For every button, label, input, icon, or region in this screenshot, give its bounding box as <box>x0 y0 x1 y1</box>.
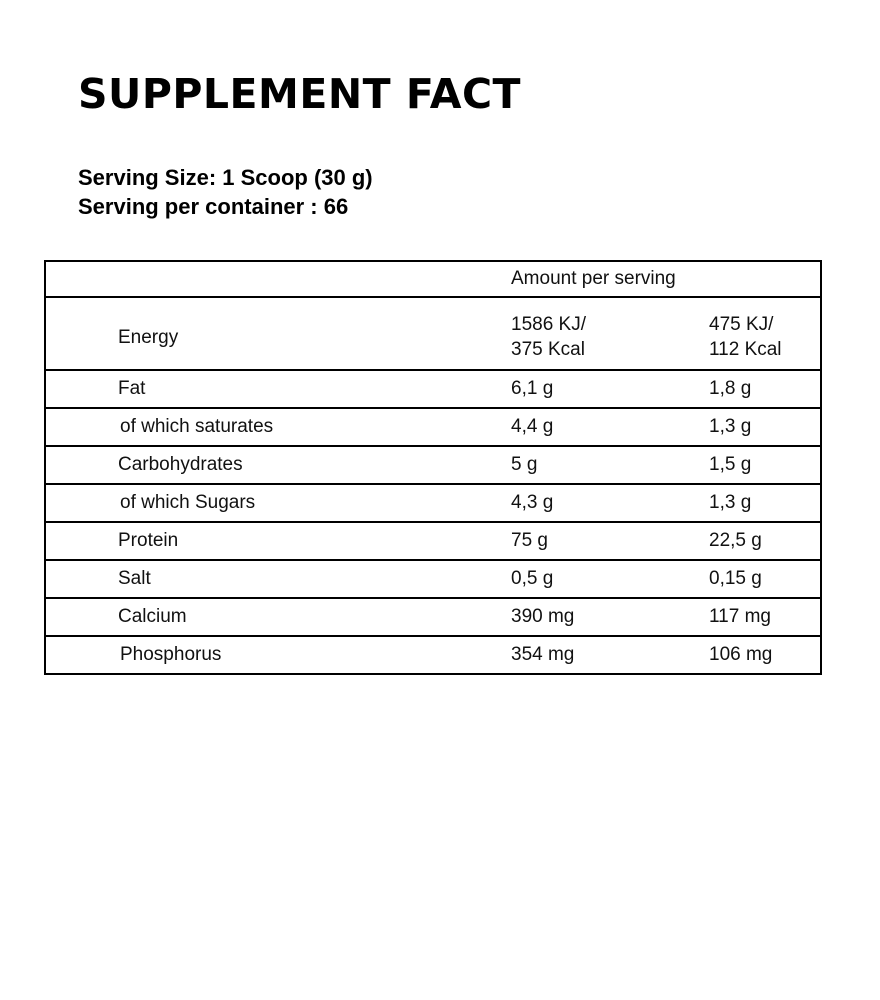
row-value-a-protein: 75 g <box>505 522 705 560</box>
energy-b-line2: 112 Kcal <box>709 339 782 360</box>
serving-per-container-line: Serving per container : 66 <box>78 194 349 220</box>
energy-a-line2: 375 Kcal <box>511 339 585 360</box>
row-value-b-calcium: 117 mg <box>705 598 821 636</box>
table-row <box>45 297 821 370</box>
row-value-b-saturates: 1,3 g <box>705 408 821 446</box>
nutrition-table <box>44 260 822 675</box>
row-value-a-sugars: 4,3 g <box>505 484 705 522</box>
row-value-b-carbohydrates: 1,5 g <box>705 446 821 484</box>
table-row <box>45 560 821 598</box>
page-title: SUPPLEMENT FACT <box>78 70 522 118</box>
table-row <box>45 598 821 636</box>
serving-info <box>78 163 373 221</box>
row-label-calcium: Calcium <box>45 598 505 636</box>
row-value-a-carbohydrates: 5 g <box>505 446 705 484</box>
row-value-b-fat: 1,8 g <box>705 370 821 408</box>
row-label-energy: Energy <box>45 297 505 370</box>
row-value-a-saturates: 4,4 g <box>505 408 705 446</box>
row-value-b-salt: 0,15 g <box>705 560 821 598</box>
row-value-a-salt: 0,5 g <box>505 560 705 598</box>
row-value-b-energy <box>705 297 821 370</box>
nutrition-table-wrapper <box>44 260 820 675</box>
row-value-a-phosphorus: 354 mg <box>505 636 705 674</box>
row-label-protein: Protein <box>45 522 505 560</box>
table-row <box>45 636 821 674</box>
header-amount-per-serving: Amount per serving <box>505 261 821 297</box>
table-row <box>45 446 821 484</box>
row-label-saturates: of which saturates <box>45 408 505 446</box>
row-value-b-protein: 22,5 g <box>705 522 821 560</box>
table-row <box>45 484 821 522</box>
row-label-fat: Fat <box>45 370 505 408</box>
header-name-cell <box>45 261 505 297</box>
serving-size-line: Serving Size: 1 Scoop (30 g) <box>78 165 373 190</box>
table-row <box>45 408 821 446</box>
row-label-carbohydrates: Carbohydrates <box>45 446 505 484</box>
row-value-a-fat: 6,1 g <box>505 370 705 408</box>
row-value-a-calcium: 390 mg <box>505 598 705 636</box>
row-value-b-phosphorus: 106 mg <box>705 636 821 674</box>
table-header-row <box>45 261 821 297</box>
row-label-phosphorus: Phosphorus <box>45 636 505 674</box>
table-row <box>45 370 821 408</box>
energy-a-line1: 1586 KJ/ <box>511 314 586 336</box>
row-label-salt: Salt <box>45 560 505 598</box>
table-row <box>45 522 821 560</box>
row-value-b-sugars: 1,3 g <box>705 484 821 522</box>
energy-b-line1: 475 KJ/ <box>709 314 774 336</box>
row-value-a-energy <box>505 297 705 370</box>
row-label-sugars: of which Sugars <box>45 484 505 522</box>
